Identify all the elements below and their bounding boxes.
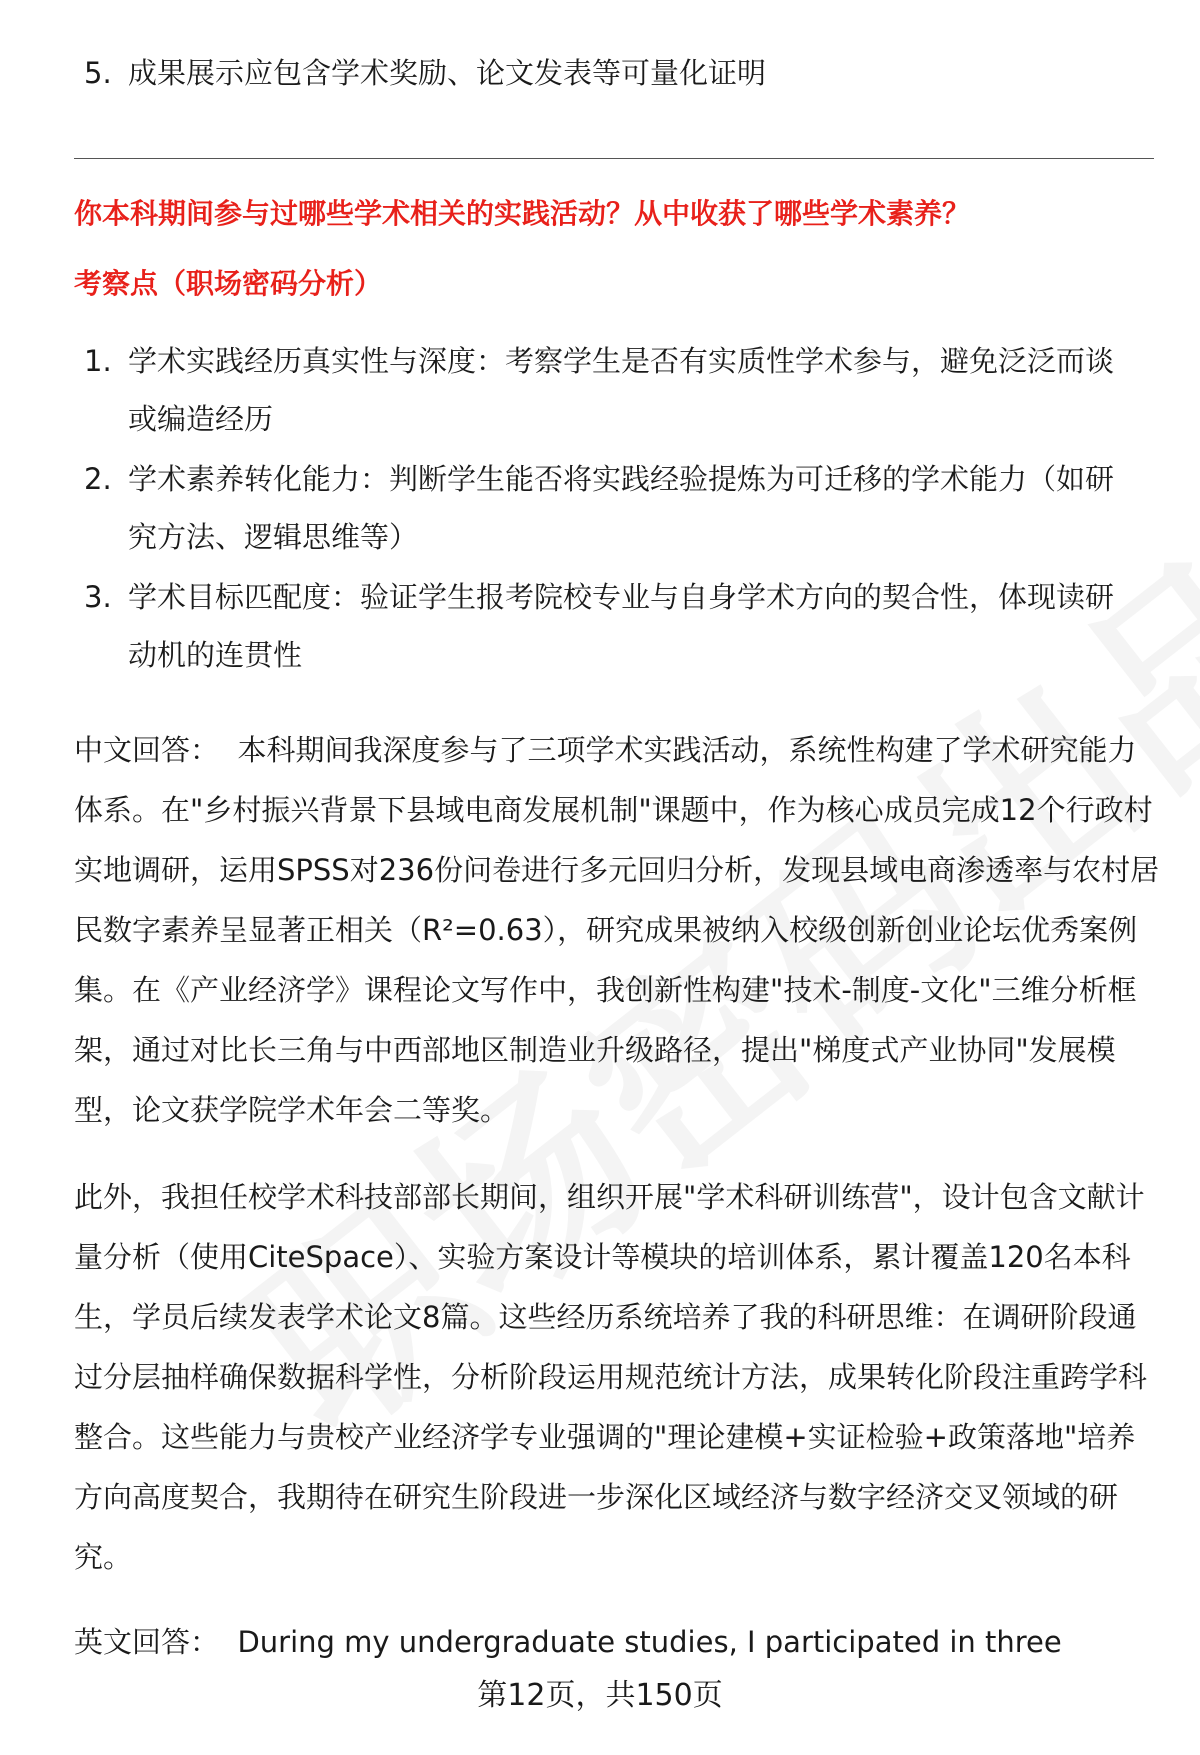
english-answer-label: 英文回答： (74, 1625, 220, 1659)
list-item-prev (84, 44, 1140, 102)
chinese-answer-label: 中文回答： (74, 733, 220, 767)
chinese-answer-paragraph (74, 720, 1164, 1140)
list-item-text: 成果展示应包含学术奖励、论文发表等可量化证明 (128, 56, 767, 90)
list-number: 1. (84, 344, 112, 378)
list-number: 5. (84, 56, 112, 90)
page-footer: 第12页，共150页 (477, 1678, 723, 1713)
list-number: 3. (84, 580, 112, 614)
list-item-line: 动机的连贯性 (128, 638, 303, 672)
list-item-line: 究方法、逻辑思维等） (128, 520, 419, 554)
list-item-line: 学术实践经历真实性与深度：考察学生是否有实质性学术参与，避免泛泛而谈 (128, 344, 1115, 378)
exam-point-item (84, 568, 1140, 684)
english-answer-text: During my undergraduate studies, I participated in three (237, 1625, 1062, 1659)
list-item-line: 或编造经历 (128, 402, 274, 436)
question-heading: 你本科期间参与过哪些学术相关的实践活动？从中收获了哪些学术素养？ (74, 197, 971, 230)
exam-point-item (84, 450, 1140, 566)
chinese-answer-paragraph-2: 此外，我担任校学术科技部部长期间，组织开展"学术科研训练营"，设计包含文献计量分析（使用CiteSpace）、实验方案设计等模块的培训体系，累计覆盖120名本科生，学员后续发表学术论文8篇。这些经历系统培养了我的科研思维：在调研阶段通过分层抽样确保数据科学性，分析阶段运用规范统计方法，成果转化阶段注重跨学科整合。这些能力与贵校产业经济学专业强调的"理论建模+实证检验+政策落地"培养方向高度契合，我期待在研究生阶段进一步深化区域经济与数字经济交叉领域的研究。 (74, 1180, 1148, 1574)
list-item-line: 学术素养转化能力：判断学生能否将实践经验提炼为可迁移的学术能力（如研 (128, 462, 1115, 496)
section-divider (74, 158, 1154, 159)
list-item-line: 学术目标匹配度：验证学生报考院校专业与自身学术方向的契合性，体现读研 (128, 580, 1115, 614)
list-number: 2. (84, 462, 112, 496)
exam-point-item (84, 332, 1140, 448)
chinese-answer-text: 本科期间我深度参与了三项学术实践活动，系统性构建了学术研究能力体系。在"乡村振兴背景下县域电商发展机制"课题中，作为核心成员完成12个行政村实地调研，运用SPSS对236份问卷进行多元回归分析，发现县域电商渗透率与农村居民数字素养呈显著正相关（R²=0.63），研究成果被纳入校级创新创业论坛优秀案例集。在《产业经济学》课程论文写作中，我创新性构建"技术-制度-文化"三维分析框架，通过对比长三角与中西部地区制造业升级路径，提出"梯度式产业协同"发展模型，论文获学院学术年会二等奖。 (74, 733, 1160, 1127)
english-answer-paragraph (74, 1612, 1164, 1672)
exam-point-heading: 考察点（职场密码分析） (74, 267, 383, 300)
